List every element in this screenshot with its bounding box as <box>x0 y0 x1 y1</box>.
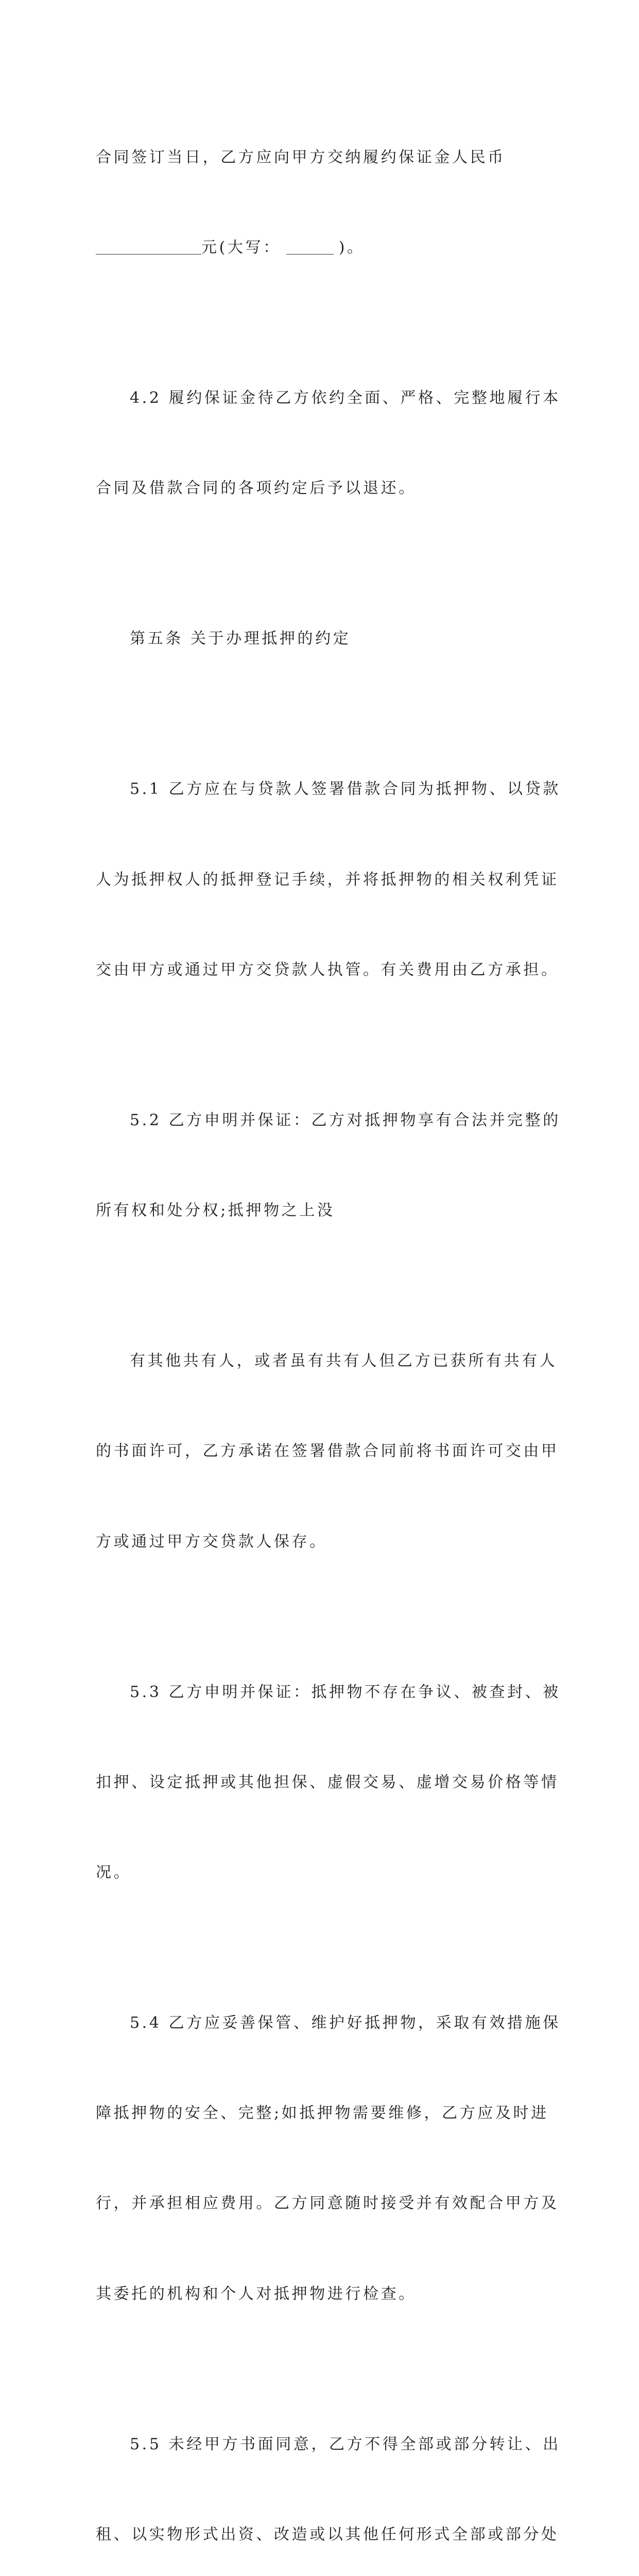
text-line: 况。 <box>96 1863 132 1882</box>
contract-body <box>96 82 561 2576</box>
section-heading-article-5 <box>96 564 549 715</box>
text-line: 障抵押物的安全、完整;如抵押物需要维修，乙方应及时进 <box>96 2104 549 2123</box>
text-line: 合同及借款合同的各项约定后予以退还。 <box>96 479 417 498</box>
text-line: 交由甲方或通过甲方交贷款人执管。有关费用由乙方承担。 <box>96 960 559 979</box>
text-line: 人为抵押权人的抵押登记手续，并将抵押物的相关权利凭证 <box>96 870 559 889</box>
amount-in-words-blank-field <box>286 241 334 255</box>
paragraph-deposit-amount <box>96 82 549 323</box>
text-fragment: )。 <box>338 239 365 257</box>
section-heading: 第五条 关于办理抵押的约定 <box>130 630 351 648</box>
text-line: 合同签订当日，乙方应向甲方交纳履约保证金人民币 <box>96 148 506 166</box>
text-line: 行，并承担相应费用。乙方同意随时接受并有效配合甲方及 <box>96 2194 559 2213</box>
text-line: 租、以实物形式出资、改造或以其他任何形式全部或部分处 <box>96 2525 559 2544</box>
amount-blank-field <box>96 241 201 255</box>
text-line: 5.2 乙方申明并保证：乙方对抵押物享有合法并完整的 <box>130 1111 561 1129</box>
text-line: 扣押、设定抵押或其他担保、虚假交易、虚增交易价格等情 <box>96 1773 559 1791</box>
text-line: 有其他共有人，或者虽有共有人但乙方已获所有共有人 <box>130 1352 558 1370</box>
text-line: 5.1 乙方应在与贷款人签署借款合同为抵押物、以贷款 <box>130 780 561 799</box>
text-line-with-blanks <box>96 233 549 263</box>
paragraph-5-2-continued <box>96 1286 559 1617</box>
paragraph-5-2 <box>96 1045 561 1286</box>
paragraph-5-1 <box>96 715 561 1045</box>
text-line: 5.3 乙方申明并保证：抵押物不存在争议、被查封、被 <box>130 1683 561 1701</box>
text-fragment: 元(大写： <box>201 239 281 257</box>
paragraph-5-3 <box>96 1617 561 1948</box>
text-line: 的书面许可，乙方承诺在签署借款合同前将书面许可交由甲 <box>96 1442 559 1461</box>
paragraph-5-5 <box>96 2369 561 2576</box>
text-line: 所有权和处分权;抵押物之上没 <box>96 1201 335 1220</box>
text-line: 5.5 未经甲方书面同意，乙方不得全部或部分转让、出 <box>130 2435 561 2453</box>
text-line: 方或通过甲方交贷款人保存。 <box>96 1532 327 1551</box>
paragraph-5-4 <box>96 1948 561 2369</box>
text-line: 其委托的机构和个人对抵押物进行检查。 <box>96 2284 417 2303</box>
text-line: 5.4 乙方应妥善保管、维护好抵押物，采取有效措施保 <box>130 2014 561 2032</box>
text-line: 4.2 履约保证金待乙方依约全面、严格、完整地履行本 <box>130 389 561 408</box>
paragraph-4-2 <box>96 323 561 564</box>
